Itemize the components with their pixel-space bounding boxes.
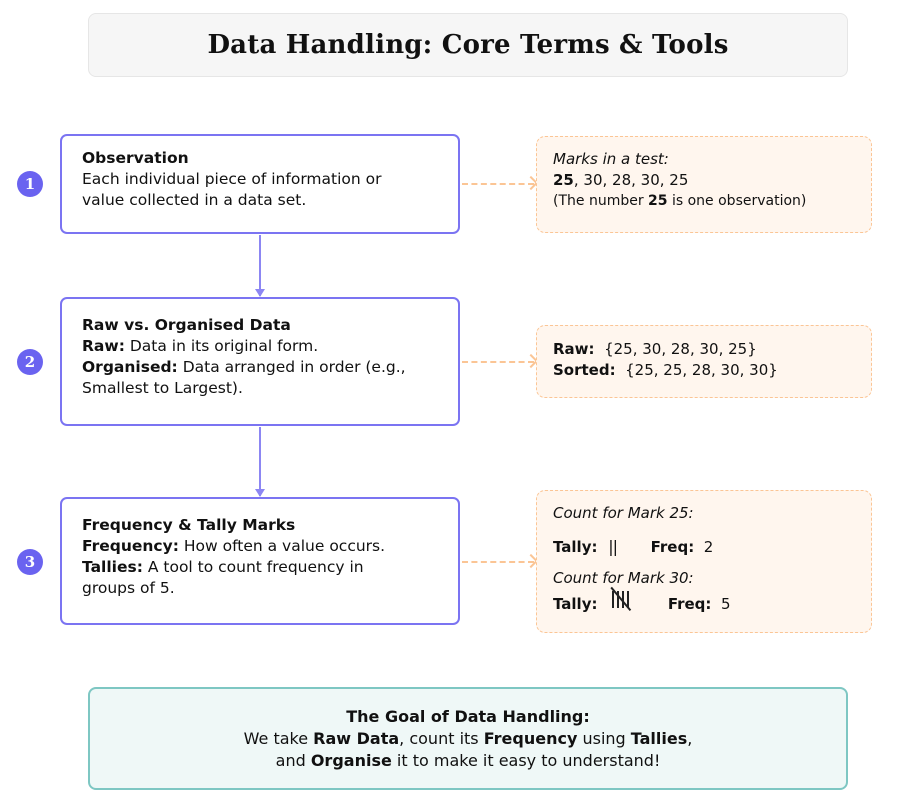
goal-text: using bbox=[577, 728, 631, 748]
example-values bbox=[553, 170, 855, 191]
def-frequency: How often a value occurs. bbox=[178, 537, 386, 555]
tally-label: Tally: bbox=[553, 538, 598, 556]
arrow-down-2 bbox=[259, 427, 261, 496]
goal-line-1 bbox=[244, 728, 693, 750]
example-tally bbox=[536, 490, 872, 633]
note-text: is one observation) bbox=[667, 193, 807, 209]
arrow-down-1 bbox=[259, 235, 261, 296]
def-organised: Data arranged in order (e.g., bbox=[177, 358, 406, 376]
sorted-label: Sorted: bbox=[553, 361, 616, 379]
tally-row-25 bbox=[553, 536, 855, 558]
goal-heading: The Goal of Data Handling: bbox=[346, 706, 590, 726]
concept-text bbox=[82, 557, 440, 578]
step-3-badge: 3 bbox=[17, 549, 43, 575]
example-raw bbox=[553, 339, 855, 360]
concept-text bbox=[82, 336, 440, 357]
freq-value: 2 bbox=[703, 538, 714, 556]
step-2-badge: 2 bbox=[17, 349, 43, 375]
example-label: Marks in a test: bbox=[553, 150, 669, 168]
term-frequency: Frequency: bbox=[82, 537, 179, 555]
freq-label: Freq: bbox=[650, 538, 695, 556]
example-observation bbox=[536, 136, 872, 233]
concept-frequency-tally bbox=[60, 497, 460, 625]
goal-text: , count its bbox=[399, 728, 484, 748]
count-30-label: Count for Mark 30: bbox=[553, 569, 694, 587]
concept-heading: Raw vs. Organised Data bbox=[82, 316, 291, 334]
concept-text: value collected in a data set. bbox=[82, 191, 307, 209]
dashed-arrow-3 bbox=[462, 561, 534, 563]
freq-label: Freq: bbox=[667, 595, 712, 613]
concept-text: Smallest to Largest). bbox=[82, 379, 243, 397]
concept-text: groups of 5. bbox=[82, 579, 175, 597]
goal-keyword: Organise bbox=[310, 750, 392, 770]
count-25-label: Count for Mark 25: bbox=[553, 504, 694, 522]
tally-label: Tally: bbox=[553, 595, 598, 613]
highlight-value: 25 bbox=[553, 171, 574, 189]
concept-observation bbox=[60, 134, 460, 234]
term-organised: Organised: bbox=[82, 358, 178, 376]
def-raw: Data in its original form. bbox=[124, 337, 319, 355]
title-banner bbox=[88, 13, 848, 77]
goal-text: it to make it easy to understand! bbox=[391, 750, 661, 770]
concept-text bbox=[82, 536, 440, 557]
goal-keyword: Frequency bbox=[483, 728, 578, 748]
goal-text: , bbox=[687, 728, 693, 748]
raw-value: {25, 30, 28, 30, 25} bbox=[604, 340, 757, 358]
values-rest: , 30, 28, 30, 25 bbox=[573, 171, 689, 189]
freq-value: 5 bbox=[720, 595, 731, 613]
tally-five-icon bbox=[608, 589, 634, 609]
page-title: Data Handling: Core Terms & Tools bbox=[207, 30, 729, 60]
tally-row-30 bbox=[553, 589, 855, 615]
goal-line-2 bbox=[276, 750, 661, 772]
note-highlight: 25 bbox=[648, 193, 668, 209]
term-tallies: Tallies: bbox=[82, 558, 143, 576]
concept-text: Each individual piece of information or bbox=[82, 170, 382, 188]
term-raw: Raw: bbox=[82, 337, 125, 355]
goal-keyword: Raw Data bbox=[313, 728, 400, 748]
goal-summary bbox=[88, 687, 848, 790]
goal-keyword: Tallies bbox=[630, 728, 688, 748]
concept-raw-vs-organised bbox=[60, 297, 460, 426]
def-tallies: A tool to count frequency in bbox=[142, 558, 364, 576]
sorted-value: {25, 25, 28, 30, 30} bbox=[625, 361, 778, 379]
example-sorted bbox=[553, 360, 855, 381]
dashed-arrow-2 bbox=[462, 361, 534, 363]
note-text: (The number bbox=[553, 193, 649, 209]
dashed-arrow-1 bbox=[462, 183, 534, 185]
concept-text bbox=[82, 357, 440, 378]
example-note bbox=[553, 191, 855, 212]
raw-label: Raw: bbox=[553, 340, 595, 358]
concept-heading: Observation bbox=[82, 149, 189, 167]
tally-two-icon: || bbox=[608, 537, 618, 556]
step-1-badge: 1 bbox=[17, 171, 43, 197]
goal-text: and bbox=[275, 750, 311, 770]
concept-heading: Frequency & Tally Marks bbox=[82, 516, 296, 534]
example-raw-sorted bbox=[536, 325, 872, 398]
goal-text: We take bbox=[243, 728, 314, 748]
